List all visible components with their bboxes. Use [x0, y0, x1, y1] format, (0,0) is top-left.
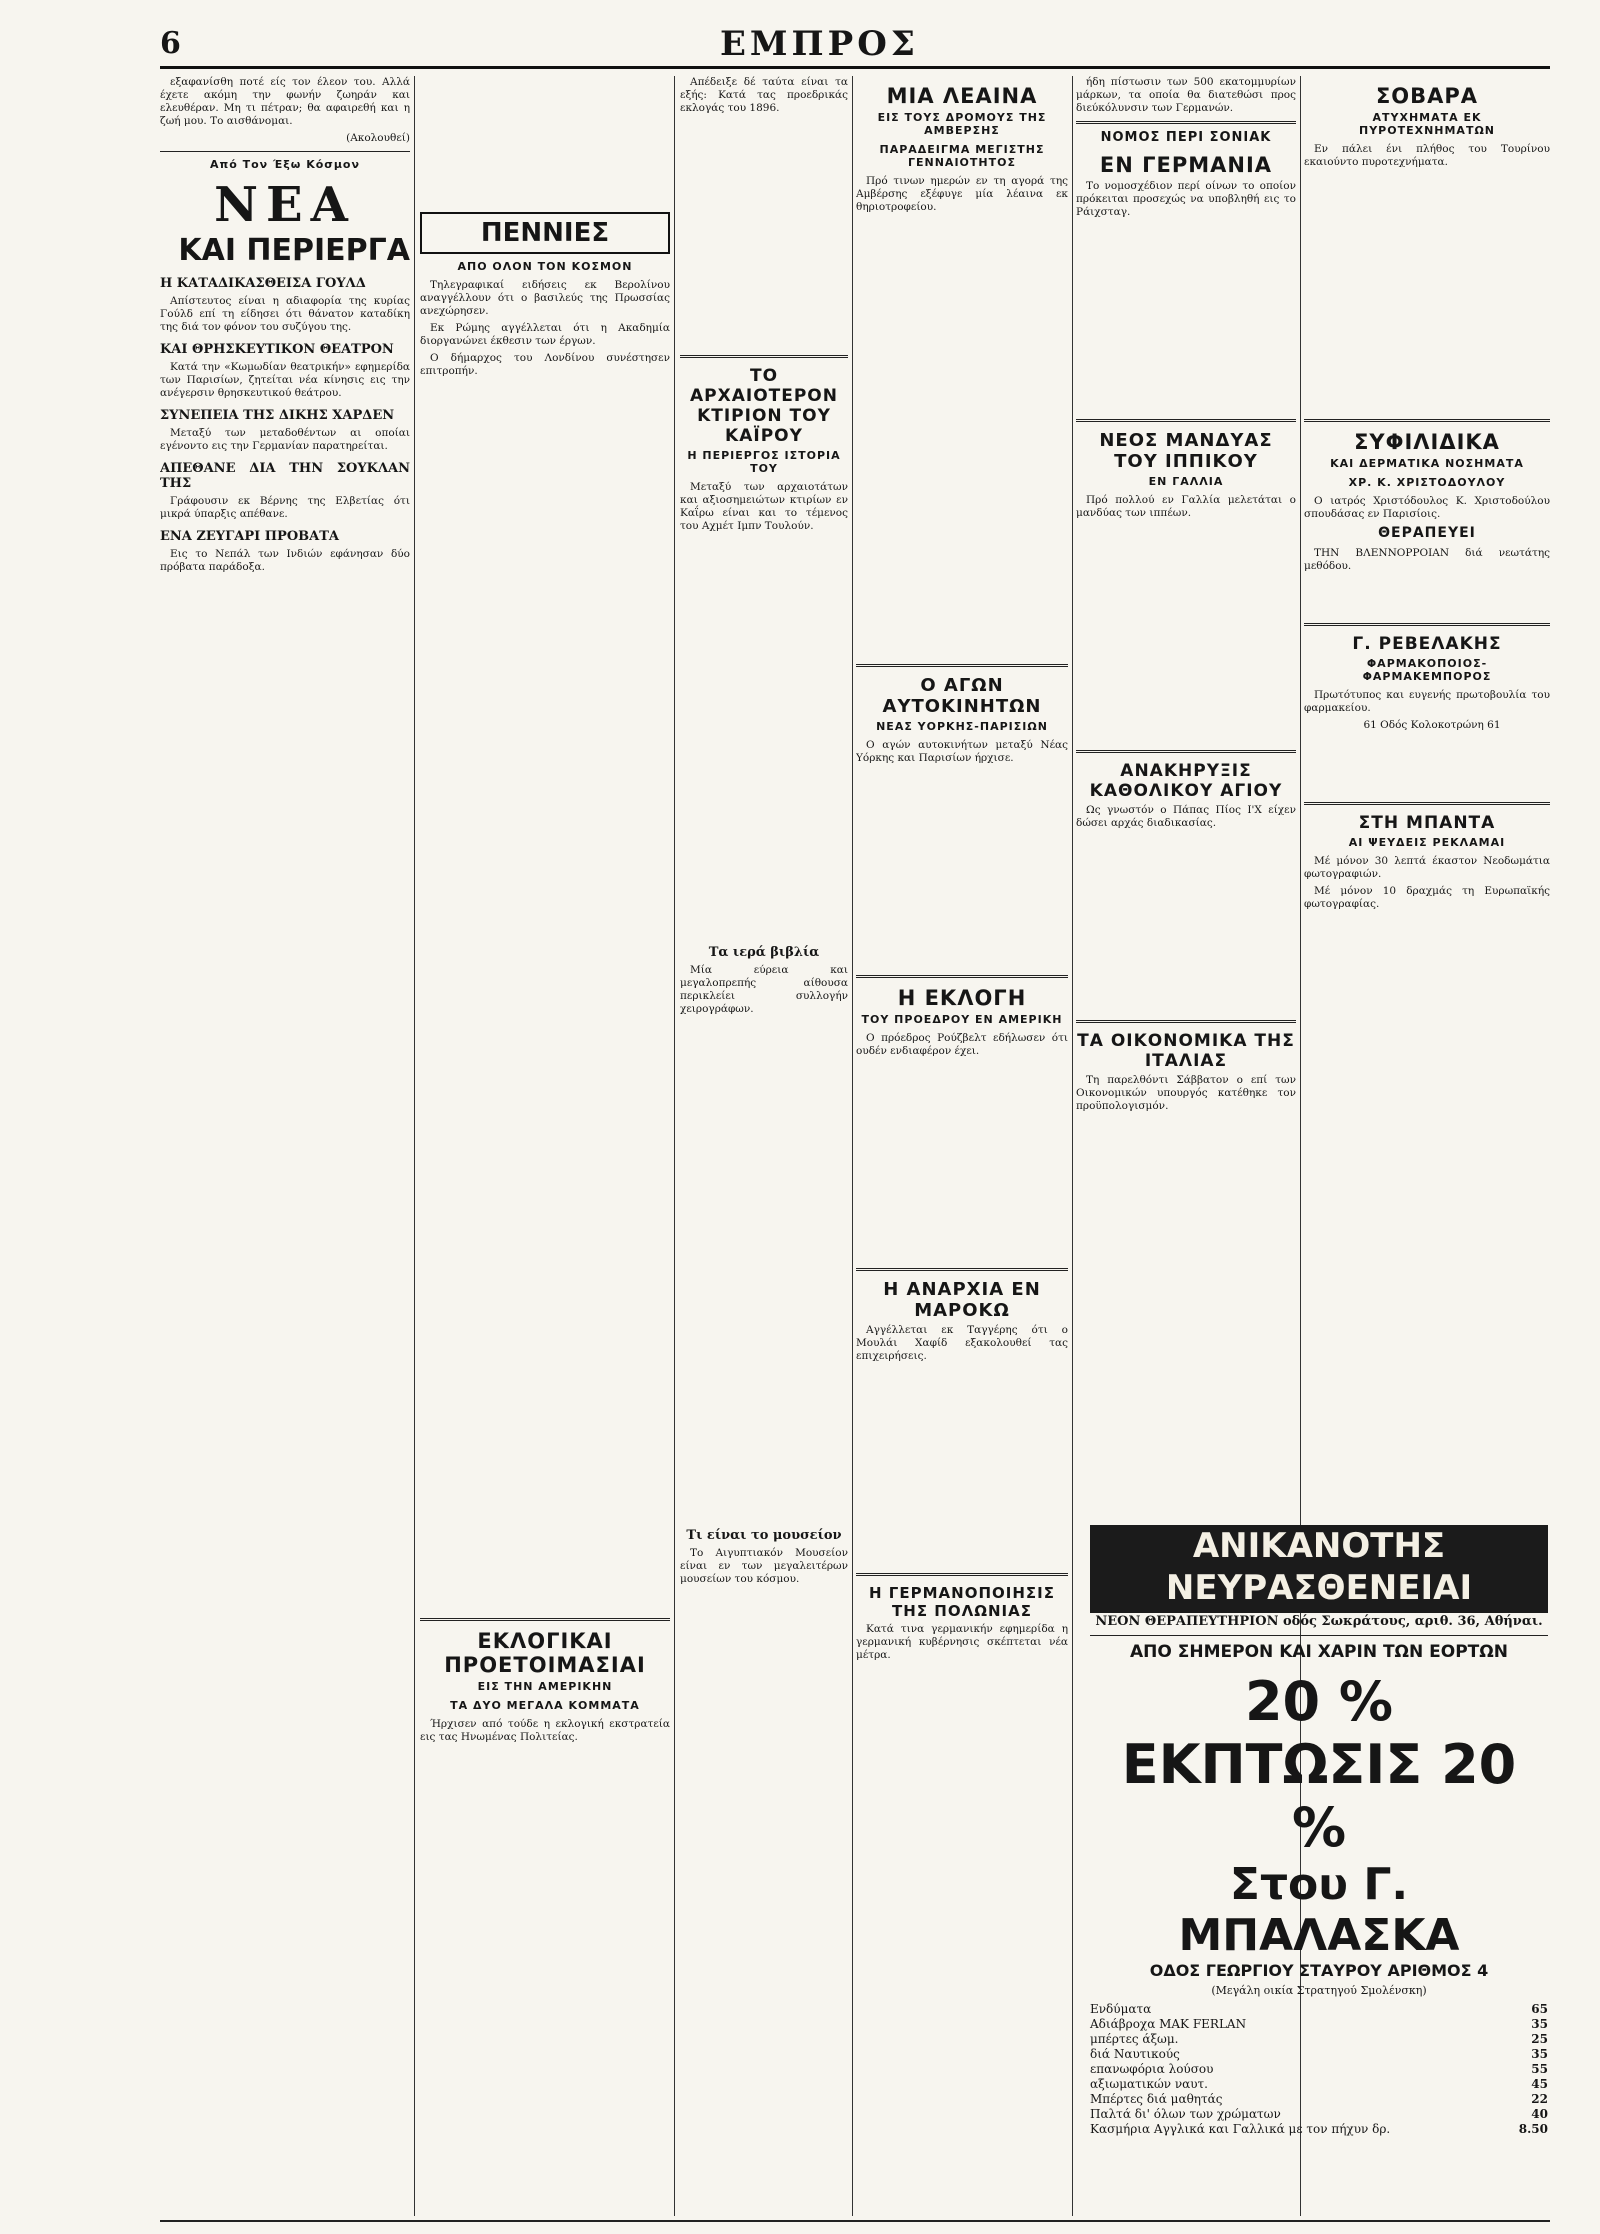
ad-banner-line: ΝΕΥΡΑΣΘΕΝΕΙΑΙ — [1165, 1568, 1473, 1608]
article-text: Ήρχισεν από τούδε η εκλογική εκστρατεία εις τας Ηνωμένας Πολιτείας. — [420, 1718, 670, 1743]
column-3 — [680, 76, 848, 2216]
article-text: Μέ μόνον 10 δραχμάς τη Ευρωπαϊκής φωτογραφίας. — [1304, 885, 1550, 910]
subheading: ΚΑΙ ΔΕΡΜΑΤΙΚΑ ΝΟΣΗΜΑΤΑ — [1330, 457, 1524, 470]
headline-cavalry: ΝΕΟΣ ΜΑΝΔΥΑΣ ΤΟΥ ΙΠΠΙΚΟΥ — [1099, 430, 1273, 472]
article-text: Μεταξύ των μεταδοθέντων αι οποίαι εγένοντο εις την Γερμανίαν παρατηρείται. — [160, 427, 410, 452]
ad-banner-line: ΑΝΙΚΑΝΟΤΗΣ — [1192, 1526, 1446, 1566]
column-rule — [674, 76, 675, 2216]
divider — [160, 151, 410, 152]
price-value: 55 — [1531, 2062, 1548, 2076]
column-1 — [160, 76, 410, 2216]
headline-italy: ΤΑ ΟΙΚΟΝΟΜΙΚΑ ΤΗΣ ΙΤΑΛΙΑΣ — [1077, 1031, 1295, 1071]
subheading: ΑΤΥΧΗΜΑΤΑ ΕΚ ΠΥΡΟΤΕΧΝΗΜΑΤΩΝ — [1358, 111, 1495, 137]
divider — [1304, 623, 1550, 626]
ad-banner — [1090, 1525, 1548, 1613]
advertisement — [1090, 1615, 1548, 2137]
article-text: Εκ Ρώμης αγγέλλεται ότι η Ακαδημία διοργανώνει έκθεσιν των έργων. — [420, 322, 670, 347]
article-text: Αγγέλλεται εκ Ταγγέρης ότι ο Μουλάι Χαφίδ εξακολουθεί τας επιχειρήσεις. — [856, 1324, 1068, 1362]
price-value: 40 — [1531, 2107, 1548, 2121]
article-text: Το Αιγυπτιακόν Μουσείον είναι εν των μεγαλειτέρων μουσείων του κόσμου. — [680, 1547, 848, 1585]
headline-election: Η ΕΚΛΟΓΗ — [897, 986, 1027, 1010]
divider — [420, 1618, 670, 1621]
price-item: Μπέρτες διά μαθητάς — [1090, 2092, 1223, 2106]
divider — [856, 1268, 1068, 1271]
price-row — [1090, 2017, 1548, 2032]
article-text: Μέ μόνον 30 λεπτά έκαστον Νεοδωμάτια φωτογραφιών. — [1304, 855, 1550, 880]
price-row — [1090, 2032, 1548, 2047]
subheading: ΕΝ ΓΑΛΛΙΑ — [1148, 475, 1224, 488]
headline-cairo: ΤΟ ΑΡΧΑΙΟΤΕΡΟΝ ΚΤΙΡΙΟΝ ΤΟΥ ΚΑΪΡΟΥ — [689, 366, 838, 446]
article-heading: ΑΠΕΘΑΝΕ ΔΙΑ ΤΗΝ ΣΟΥΚΛΑΝ ΤΗΣ — [160, 461, 410, 491]
headline-auto-race: Ο ΑΓΩΝ ΑΥΤΟΚΙΝΗΤΩΝ — [882, 675, 1042, 717]
article-text: εξαφανίσθη ποτέ είς τον έλεον του. Αλλά έχετε ακόμη την φωνήν ζωηράν και ελευθέραν. Μη τι πέτραν; θα αφαιρεθή και η ζωή μου. Το αισθάνομαι. — [160, 76, 410, 127]
subheading: ΤΟΥ ΠΡΟΕΔΡΟΥ ΕΝ ΑΜΕΡΙΚΗ — [861, 1013, 1063, 1026]
headline-kai-perierga: ΚΑΙ ΠΕΡΙΕΡΓΑ — [178, 233, 410, 268]
ad-store-address: ΟΔΟΣ ΓΕΩΡΓΙΟΥ ΣΤΑΥΡΟΥ ΑΡΙΘΜΟΣ 4 — [1149, 1961, 1489, 1980]
ad-store-name: Στου Γ. ΜΠΑΛΑΣΚΑ — [1178, 1859, 1460, 1961]
price-row — [1090, 2062, 1548, 2077]
headline-elections: ΕΚΛΟΓΙΚΑΙ ΠΡΟΕΤΟΙΜΑΣΙΑΙ — [444, 1629, 646, 1677]
article-text: Απέδειξε δέ ταύτα είναι τα εξής: Κατά τας προεδρικάς εκλογάς του 1896. — [680, 76, 848, 114]
article-text: ΤΗΝ ΒΛΕΝΝΟΡΡΟΙΑΝ διά νεωτάτης μεθόδου. — [1304, 547, 1550, 572]
column-2 — [420, 76, 670, 2216]
masthead — [160, 22, 1550, 69]
divider — [856, 1573, 1068, 1576]
divider — [856, 664, 1068, 667]
subheading: ΕΙΣ ΤΟΥΣ ΔΡΟΜΟΥΣ ΤΗΣ ΑΜΒΕΡΣΗΣ — [877, 111, 1047, 137]
price-item: Αδιάβροχα ΜΑΚ FERLAN — [1090, 2017, 1247, 2031]
column-rule — [852, 76, 853, 2216]
page-number: 6 — [160, 26, 181, 61]
price-item: Παλτά δι' όλων των χρώματων — [1090, 2107, 1281, 2121]
price-value: 22 — [1531, 2092, 1548, 2106]
price-value: 35 — [1531, 2017, 1548, 2031]
subheading: ΧΡ. Κ. ΧΡΙΣΤΟΔΟΥΛΟΥ — [1348, 476, 1506, 489]
article-text: Εν πάλει ένι πλήθος του Τουρίνου εκαιούντο πυροτεχνήματα. — [1304, 143, 1550, 168]
price-item: διά Ναυτικούς — [1090, 2047, 1180, 2061]
price-row — [1090, 2092, 1548, 2107]
ad-clinic: ΝΕΟΝ ΘΕΡΑΠΕΥΤΗΡΙΟΝ οδός Σωκράτους, αριθ. 36, Αθήναι. — [1095, 1614, 1543, 1629]
article-text: Γράφουσιν εκ Βέρνης της Ελβετίας ότι μικρά ύπαρξις απέθανε. — [160, 495, 410, 520]
article-text: Απίστευτος είναι η αδιαφορία της κυρίας Γούλδ επί τη είδησει ότι θάνατον καταδίκη της διά τον φόνον του συζύγου της. — [160, 295, 410, 333]
ad-discount: 20 % ΕΚΠΤΩΣΙΣ 20 % — [1121, 1670, 1517, 1859]
divider — [1076, 750, 1296, 753]
divider — [1304, 802, 1550, 805]
price-row — [1090, 2107, 1548, 2122]
divider — [1304, 419, 1550, 422]
subheading: ΝΕΑΣ ΥΟΡΚΗΣ-ΠΑΡΙΣΙΩΝ — [876, 720, 1048, 733]
article-text: Κατά την «Κωμωδίαν θεατρικήν» εφημερίδα των Παρισίων, ζητείται νέα κίνησις εις την ανέγερσιν θρησκευτικού θεάτρου. — [160, 361, 410, 399]
price-item: Ενδύματα — [1090, 2002, 1152, 2016]
ad-store-note: (Μεγάλη οικία Στρατηγού Σμολένσκη) — [1211, 1984, 1427, 1997]
headline-lioness: ΜΙΑ ΛΕΑΙΝΑ — [886, 84, 1038, 108]
price-value: 65 — [1531, 2002, 1548, 2016]
article-text: Κατά τινα γερμανικήν εφημερίδα η γερμανική κυβέρνησις σκέπτεται νέα μέτρα. — [856, 1623, 1068, 1661]
article-text: Πρό πολλού εν Γαλλία μελετάται ο μανδύας των ιππέων. — [1076, 494, 1296, 519]
article-text: Τηλεγραφικαί ειδήσεις εκ Βερολίνου αναγγέλλουν ότι ο βασιλεύς της Πρωσσίας ανεχώρησεν. — [420, 279, 670, 317]
article-text: Πρό τινων ημερών εν τη αγορά της Αμβέρσης εξέφυγε μία λέαινα εκ θηριοτροφείου. — [856, 175, 1068, 213]
address: 61 Οδός Κολοκοτρώνη 61 — [1363, 719, 1501, 731]
article-text: Μεταξύ των αρχαιοτάτων και αξιοσημειώτων κτιρίων εν Καΐρω είναι και το τέμενος του Αχμέτ Ιμπν Τουλούν. — [680, 481, 848, 532]
subheading: ΑΠΟ ΟΛΟΝ ΤΟΝ ΚΟΣΜΟΝ — [457, 260, 633, 273]
divider — [1076, 121, 1296, 124]
headline-saint: ΑΝΑΚΗΡΥΞΙΣ ΚΑΘΟΛΙΚΟΥ ΑΓΙΟΥ — [1089, 761, 1283, 801]
headline-serious: ΣΟΒΑΡΑ — [1375, 84, 1479, 108]
price-value: 45 — [1531, 2077, 1548, 2091]
article-heading: Η ΚΑΤΑΔΙΚΑΣΘΕΙΣΑ ΓΟΥΛΔ — [160, 276, 366, 291]
article-text: Πρωτότυπος και ευγενής πρωτοβουλία του φαρμακείου. — [1304, 689, 1550, 714]
article-text: ήδη πίστωσιν των 500 εκατομμυρίων μάρκων, τα οποία θα διατεθώσι προς διεύκόλυνσιν των Γερμανών. — [1076, 76, 1296, 114]
article-text: Ως γνωστόν ο Πάπας Πίος Ι'Χ είχεν δώσει αρχάς διαδικασίας. — [1076, 804, 1296, 829]
article-text: Ο αγών αυτοκινήτων μεταξύ Νέας Υόρκης και Παρισίων ήρχισε. — [856, 739, 1068, 764]
subheading: ΑΙ ΨΕΥΔΕΙΣ ΡΕΚΛΑΜΑΙ — [1348, 836, 1506, 849]
subheading: ΝΟΜΟΣ ΠΕΡΙ ΣΟΝΙΑΚ — [1100, 130, 1272, 145]
subheading: ΤΑ ΔΥΟ ΜΕΓΑΛΑ ΚΟΜΜΑΤΑ — [450, 1699, 640, 1712]
article-text: Εις το Νεπάλ των Ινδιών εφάνησαν δύο πρόβατα παράδοξα. — [160, 548, 410, 573]
headline-revelakis: Γ. ΡΕΒΕΛΑΚΗΣ — [1352, 634, 1502, 654]
headline-syphilis: ΣΥΦΙΛΙΔΙΚΑ — [1354, 430, 1500, 454]
article-text: Το νομοσχέδιον περί οίνων το οποίον πρόκειται προσεχώς να υποβληθή εις το Ράιχσταγ. — [1076, 180, 1296, 218]
article-heading: ΣΥΝΕΠΕΙΑ ΤΗΣ ΔΙΚΗΣ ΧΑΡΔΕΝ — [160, 408, 395, 423]
subheading: ΘΕΡΑΠΕΥΕΙ — [1378, 525, 1476, 541]
article-text: Τη παρελθόντι Σάββατον ο επί των Οικονομικών υπουργός κατέθηκε τον προϋπολογισμόν. — [1076, 1074, 1296, 1112]
price-item: μπέρτες άξωμ. — [1090, 2032, 1179, 2046]
divider — [1076, 419, 1296, 422]
price-item: Κασμήρια Αγγλικά και Γαλλικά με τον πήχυν δρ. — [1090, 2122, 1391, 2136]
article-heading: Τα ιερά βιβλία — [708, 945, 820, 960]
article-heading: ΕΝΑ ΖΕΥΓΑΡΙ ΠΡΟΒΑΤΑ — [160, 529, 339, 544]
price-row — [1090, 2002, 1548, 2017]
article-heading: ΚΑΙ ΘΡΗΣΚΕΥΤΙΚΟΝ ΘΕΑΤΡΟΝ — [160, 342, 394, 357]
subheading: ΠΑΡΑΔΕΙΓΜΑ ΜΕΓΙΣΤΗΣ ΓΕΝΝΑΙΟΤΗΤΟΣ — [879, 143, 1045, 169]
price-value: 25 — [1531, 2032, 1548, 2046]
divider — [856, 975, 1068, 978]
headline-morocco: Η ΑΝΑΡΧΙΑ ΕΝ ΜΑΡΟΚΩ — [883, 1279, 1041, 1321]
headline-banta: ΣΤΗ ΜΠΑΝΤΑ — [1358, 813, 1496, 833]
price-value: 35 — [1531, 2047, 1548, 2061]
divider — [680, 355, 848, 358]
article-text: Ο πρόεδρος Ρούζβελτ εδήλωσεν ότι ουδέν ενδιαφέρον έχει. — [856, 1032, 1068, 1057]
price-row — [1090, 2077, 1548, 2092]
divider — [1076, 1020, 1296, 1023]
ad-tagline: ΑΠΟ ΣΗΜΕΡΟΝ ΚΑΙ ΧΑΡΙΝ ΤΩΝ ΕΟΡΤΩΝ — [1130, 1642, 1508, 1662]
article-text: Μία εύρεια και μεγαλοπρεπής αίθουσα περικλείει συλλογήν χειρογράφων. — [680, 964, 848, 1015]
column-4 — [856, 76, 1068, 2216]
headline-poland: Η ΓΕΡΜΑΝΟΠΟΙΗΣΙΣ ΤΗΣ ΠΟΛΩΝΙΑΣ — [869, 1584, 1055, 1620]
price-item: αξιωματικών ναυτ. — [1090, 2077, 1208, 2091]
section-label: Από Τον Έξω Κόσμον — [210, 158, 360, 171]
headline-germany: ΕΝ ΓΕΡΜΑΝΙΑ — [1099, 153, 1273, 177]
price-item: επανωφόρια λούσου — [1090, 2062, 1214, 2076]
headline-nea: ΝΕΑ — [214, 177, 356, 233]
subheading: Η ΠΕΡΙΕΡΓΟΣ ΙΣΤΟΡΙΑ ΤΟΥ — [687, 449, 841, 475]
article-text: Ο ιατρός Χριστόδουλος Κ. Χριστοδούλου σπουδάσας εν Παρισίοις. — [1304, 495, 1550, 520]
price-list — [1090, 2002, 1548, 2137]
byline: (Ακολουθεί) — [346, 132, 410, 144]
column-rule — [414, 76, 415, 2216]
price-value: 8.50 — [1518, 2122, 1548, 2136]
price-row — [1090, 2122, 1548, 2137]
subheading: ΦΑΡΜΑΚΟΠΟΙΟΣ-ΦΑΡΜΑΚΕΜΠΟΡΟΣ — [1362, 657, 1492, 683]
column-rule — [1072, 76, 1073, 2216]
price-row — [1090, 2047, 1548, 2062]
article-text: Ο δήμαρχος του Λονδίνου συνέστησεν επιτροπήν. — [420, 352, 670, 377]
headline-pennies: ΠΕΝΝΙΕΣ — [420, 212, 670, 254]
newspaper-title: ΕΜΠΡΟΣ — [720, 24, 919, 64]
footer-rule — [160, 2220, 1550, 2222]
subheading: ΕΙΣ ΤΗΝ ΑΜΕΡΙΚΗΝ — [477, 1680, 613, 1693]
article-heading: Τι είναι το μουσείον — [686, 1528, 842, 1543]
divider — [1090, 1635, 1548, 1636]
